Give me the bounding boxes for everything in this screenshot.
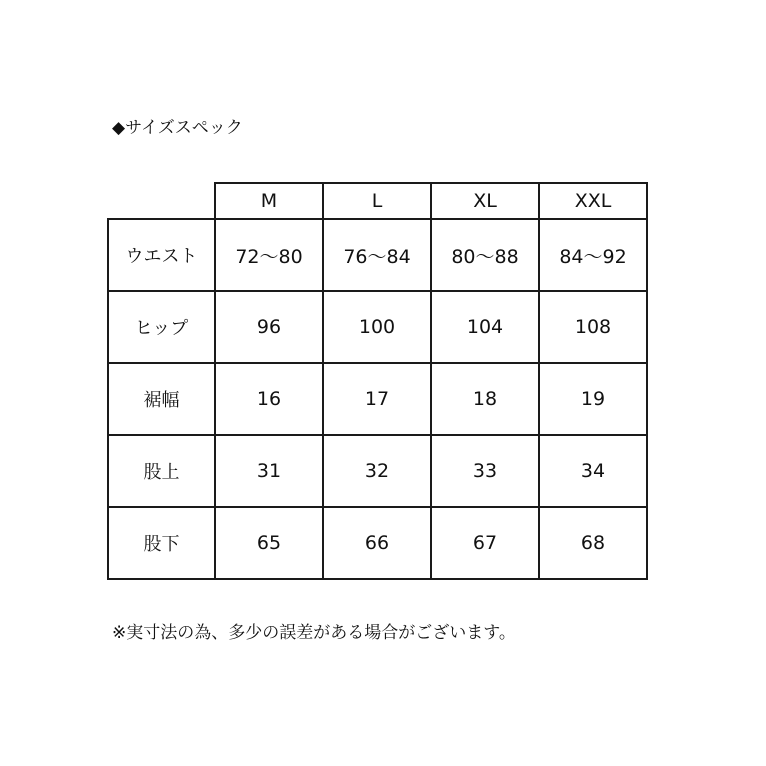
table-cell: 100: [323, 291, 431, 363]
row-header-waist: ウエスト: [108, 219, 215, 291]
column-header-xl: XL: [431, 183, 539, 219]
size-spec-table: [107, 182, 648, 580]
table-cell: 80〜88: [431, 219, 539, 291]
page-title: ◆サイズスペック: [112, 118, 243, 138]
table-cell: 17: [323, 363, 431, 435]
table-cell: 104: [431, 291, 539, 363]
table-row-waist: [108, 219, 647, 291]
table-row-hem-width: [108, 363, 647, 435]
row-header-hem-width: 裾幅: [108, 363, 215, 435]
column-header-l: L: [323, 183, 431, 219]
table-corner-cell: [108, 183, 215, 219]
row-header-rise: 股上: [108, 435, 215, 507]
table-row-hip: [108, 291, 647, 363]
table-cell: 108: [539, 291, 647, 363]
row-header-inseam: 股下: [108, 507, 215, 579]
table-cell: 34: [539, 435, 647, 507]
table-cell: 65: [215, 507, 323, 579]
table-cell: 72〜80: [215, 219, 323, 291]
table-row-inseam: [108, 507, 647, 579]
table-cell: 18: [431, 363, 539, 435]
table-cell: 16: [215, 363, 323, 435]
table-cell: 67: [431, 507, 539, 579]
table-row-rise: [108, 435, 647, 507]
table-cell: 68: [539, 507, 647, 579]
table-cell: 66: [323, 507, 431, 579]
table-cell: 96: [215, 291, 323, 363]
column-header-m: M: [215, 183, 323, 219]
table-cell: 32: [323, 435, 431, 507]
row-header-hip: ヒップ: [108, 291, 215, 363]
table-cell: 84〜92: [539, 219, 647, 291]
measurement-note: ※実寸法の為、多少の誤差がある場合がございます。: [112, 623, 516, 643]
column-header-xxl: XXL: [539, 183, 647, 219]
table-header-row: [108, 183, 647, 219]
table-cell: 19: [539, 363, 647, 435]
table-cell: 76〜84: [323, 219, 431, 291]
table-cell: 31: [215, 435, 323, 507]
table-cell: 33: [431, 435, 539, 507]
